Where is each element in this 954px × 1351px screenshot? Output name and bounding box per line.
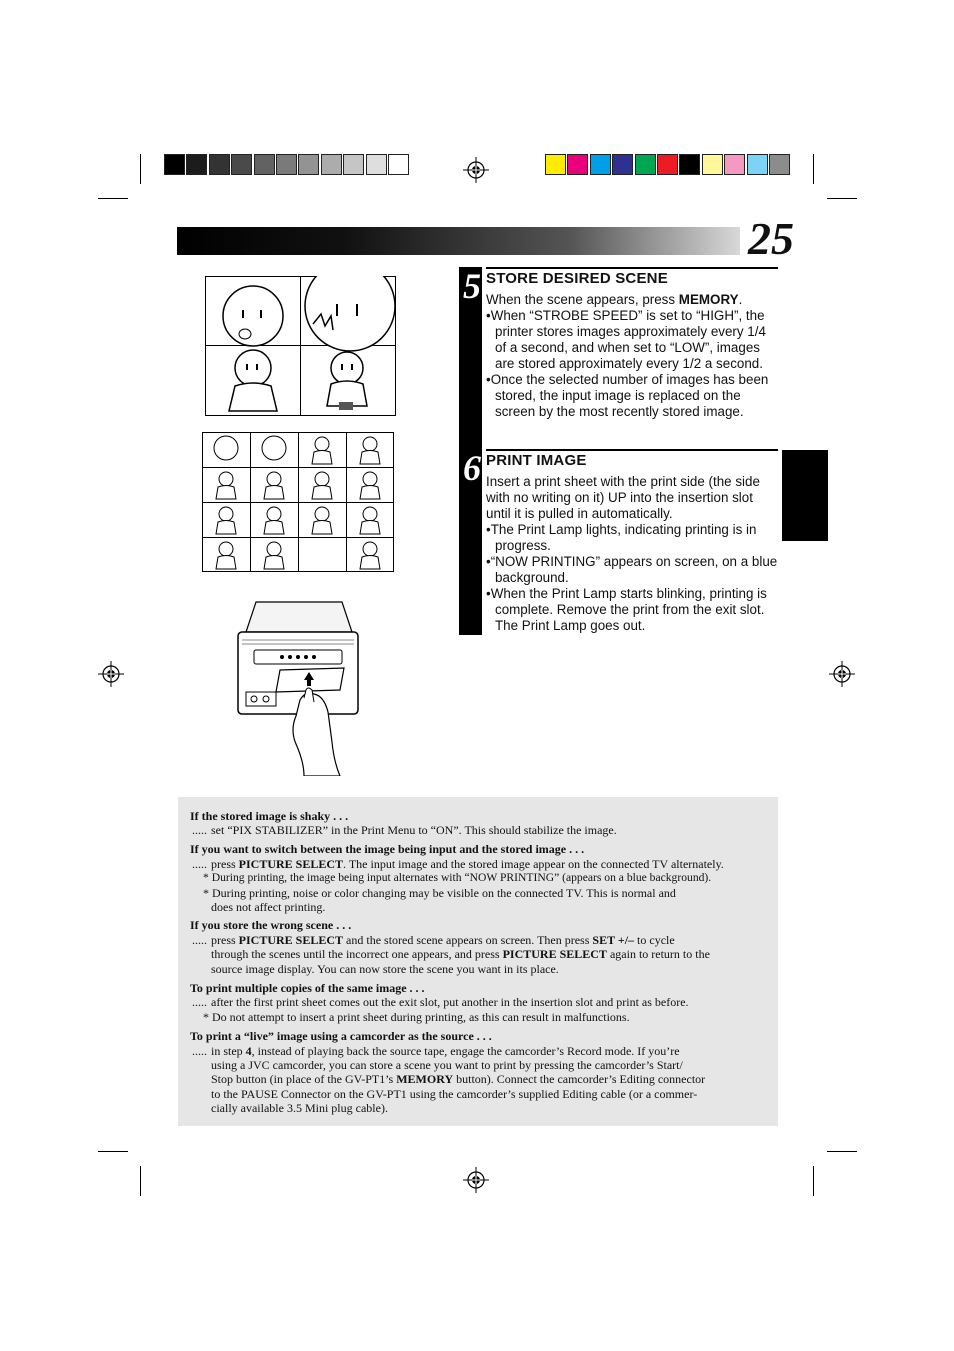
note-text: source image display. You can now store the scene you want in its place. [211,962,559,976]
note-heading: To print multiple copies of the same image . . . [190,981,425,995]
gray-swatch [209,154,230,175]
gray-swatch [164,154,185,175]
color-swatch [679,154,700,175]
color-swatch [657,154,678,175]
crop-mark [827,198,857,199]
crop-mark [140,154,141,184]
four-frame-illustration [205,276,396,416]
color-swatch [612,154,633,175]
step5-number: 5 [463,266,481,306]
step5-bullet: •When “STROBE SPEED” is set to “HIGH”, the printer stores images approximately every 1/4 of a second, and when set to “LOW”, images are stored approximately every 1/2 a second. [486,308,766,371]
page-number: 25 [748,213,794,264]
baby-figure [363,542,377,556]
baby-body [216,521,236,535]
baby-figure [267,542,281,556]
color-swatch [747,154,768,175]
gray-swatch [366,154,387,175]
baby-body [360,486,380,500]
note-text: * Do not attempt to insert a print sheet during printing, as this can result in malfunctions. [203,1010,630,1024]
crop-mark [140,1166,141,1196]
baby-figure [219,472,233,486]
sixteen-frame-illustration [202,432,394,572]
note-text: through the scenes until the incorrect one appears, and press PICTURE SELECT again to return to the [211,947,710,961]
registration-mark-icon [98,661,124,687]
registration-mark-icon [463,1167,489,1193]
baby-figure [219,542,233,556]
baby-body [312,486,332,500]
note-text: * During printing, noise or color changing may be visible on the connected TV. This is normal and [203,886,676,900]
baby-figure [315,507,329,521]
crop-mark [98,198,128,199]
baby-body [360,556,380,570]
note-text: cially available 3.5 Mini plug cable). [211,1101,388,1115]
gray-swatch [276,154,297,175]
baby-body [312,451,332,465]
note-dots: ..... [192,933,207,947]
baby-body [264,486,284,500]
registration-mark-icon [829,661,855,687]
baby-body [264,556,284,570]
baby-body [360,451,380,465]
step5-title: STORE DESIRED SCENE [486,270,668,287]
note-dots: ..... [192,995,207,1009]
baby-figure [267,472,281,486]
step6-number: 6 [463,448,481,488]
side-tab [782,450,828,541]
note-dots: ..... [192,823,207,837]
note-text: * During printing, the image being input alternates with “NOW PRINTING” (appears on a blue background). [203,871,712,884]
crop-mark [813,154,814,184]
note-heading: If you store the wrong scene . . . [190,918,352,932]
step5-body [486,292,778,420]
note-text: to the PAUSE Connector on the GV-PT1 using the camcorder’s supplied Editing cable (or a commer- [211,1087,698,1101]
registration-mark-icon [463,157,489,183]
gray-swatch [321,154,342,175]
color-swatch [769,154,790,175]
note-text: in step 4, instead of playing back the source tape, engage the camcorder’s Record mode. If you’re [211,1044,680,1058]
baby-figure [363,437,377,451]
crop-mark [813,1166,814,1196]
color-swatch [567,154,588,175]
gray-swatch [388,154,409,175]
printer-illustration [234,600,364,776]
color-swatch [545,154,566,175]
step5-rule [486,267,778,269]
note-text: after the first print sheet comes out the exit slot, put another in the insertion slot and print as before. [211,995,689,1009]
gray-swatch [298,154,319,175]
baby-body [312,521,332,535]
baby-figure [315,472,329,486]
baby-body [216,486,236,500]
gray-swatch [254,154,275,175]
color-swatch [724,154,745,175]
baby-figure [219,507,233,521]
note-heading: If the stored image is shaky . . . [190,809,349,823]
step6-intro: Insert a print sheet with the print side (the side with no writing on it) UP into the insertion slot until it is pulled in automatically. [486,474,760,521]
note-text: using a JVC camcorder, you can store a scene you want to print by pressing the camcorder’s Start/ [211,1058,683,1072]
step6-rule [486,449,778,451]
step6-bullet: •When the Print Lamp starts blinking, printing is complete. Remove the print from the exit slot. The Print Lamp goes out. [486,586,767,633]
step5-bullet: •Once the selected number of images has been stored, the input image is replaced on the screen by the most recently stored image. [486,372,769,419]
baby-figure [363,472,377,486]
header-banner [177,227,740,255]
color-swatch [635,154,656,175]
crop-mark [827,1151,857,1152]
step6-title: PRINT IMAGE [486,452,587,469]
step6-bullet: •The Print Lamp lights, indicating printing is in progress. [486,522,757,553]
step6-body [486,474,778,634]
note-text: press PICTURE SELECT and the stored scene appears on screen. Then press SET +/– to cycle [211,933,675,947]
baby-body [216,556,236,570]
crop-mark [98,1151,128,1152]
note-heading: If you want to switch between the image being input and the stored image . . . [190,842,585,856]
note-text: press PICTURE SELECT. The input image and the stored image appear on the connected TV alternately. [211,857,724,871]
note-text: does not affect printing. [211,900,326,914]
note-dots: ..... [192,1044,207,1058]
color-swatch [702,154,723,175]
gray-swatch [343,154,364,175]
gray-swatch [231,154,252,175]
color-swatch [590,154,611,175]
note-text: set “PIX STABILIZER” in the Print Menu to “ON”. This should stabilize the image. [211,823,617,837]
baby-figure [267,507,281,521]
baby-figure [315,437,329,451]
baby-figure [214,436,238,460]
baby-body [360,521,380,535]
note-heading: To print a “live” image using a camcorder as the source . . . [190,1029,492,1043]
note-dots: ..... [192,857,207,871]
step6-bullet: •“NOW PRINTING” appears on screen, on a blue background. [486,554,778,585]
step5-intro: When the scene appears, press MEMORY. [486,292,743,307]
gray-swatch [186,154,207,175]
baby-figure [363,507,377,521]
note-text: Stop button (in place of the GV-PT1’s MEMORY button). Connect the camcorder’s Editing connector [211,1072,706,1086]
baby-body [264,521,284,535]
baby-figure [262,436,286,460]
